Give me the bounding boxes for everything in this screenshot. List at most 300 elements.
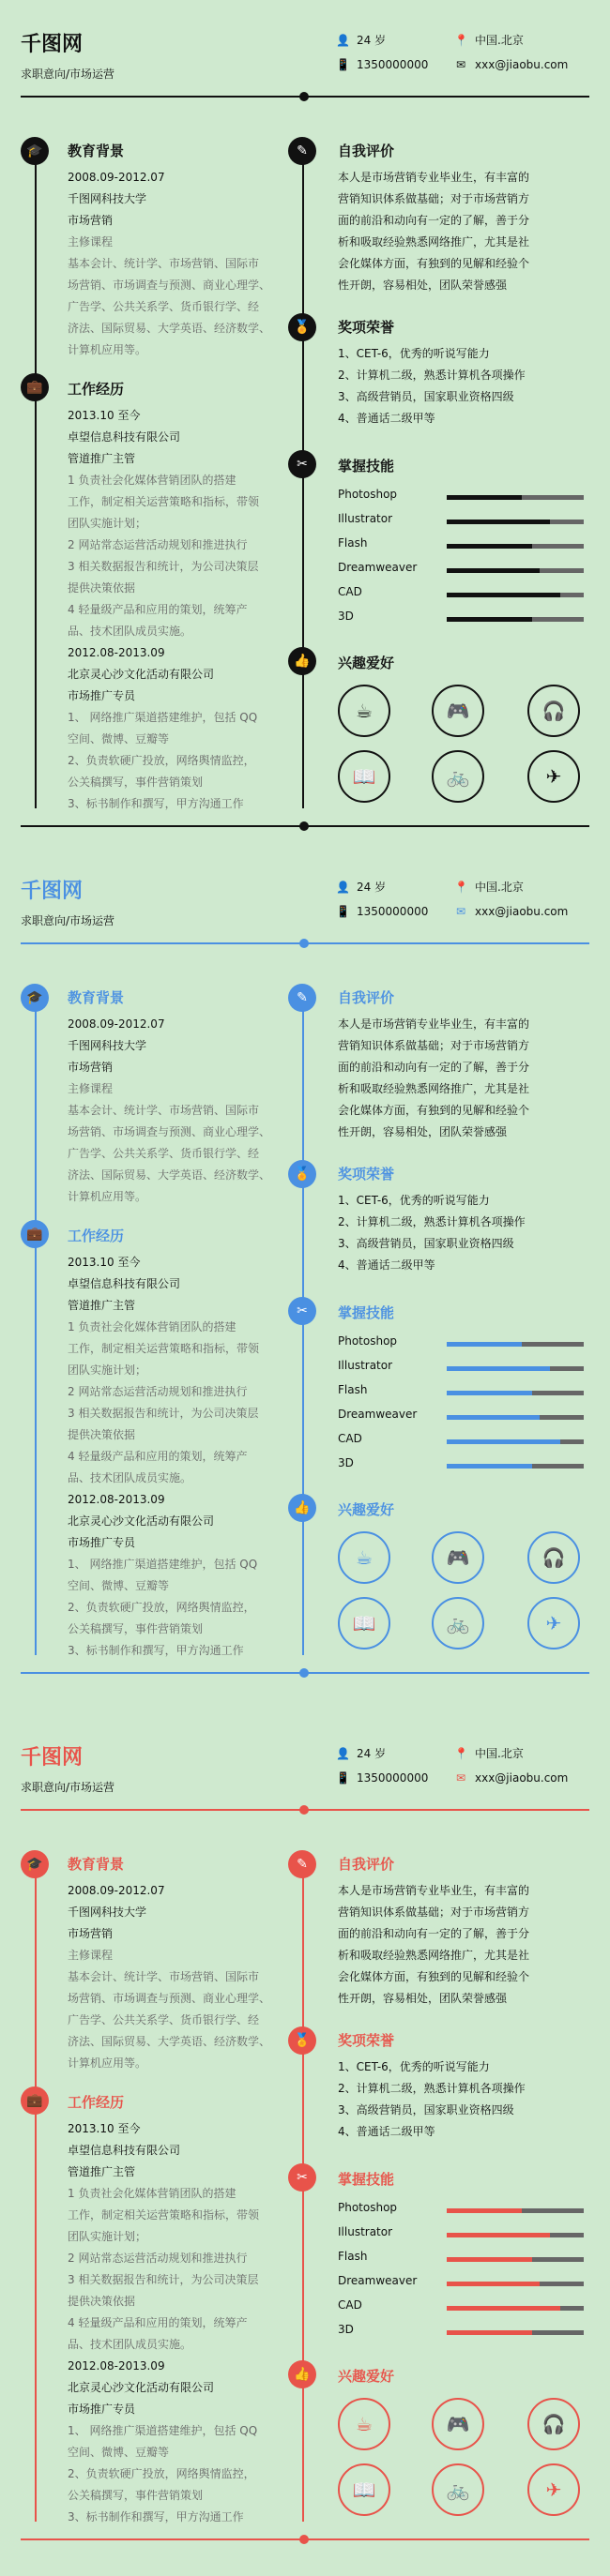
- phone-text: 1350000000: [357, 58, 429, 71]
- airplane-icon: ✈: [527, 750, 580, 803]
- eval-line: 营销知识体系做基础；对于市场营销方: [338, 1039, 530, 1052]
- edu-courses-line: 计算机应用等。: [68, 343, 147, 356]
- job1-line: 品、技术团队成员实施。: [68, 1471, 192, 1484]
- medal-icon: 🏅: [288, 2026, 316, 2055]
- job1-line: 2 网站常态运营活动规划和推进执行: [68, 1385, 248, 1398]
- gamepad-icon: 🎮: [432, 685, 484, 737]
- edu-courses-line: 场营销、市场调查与预测、商业心理学、: [68, 279, 271, 292]
- job1-line: 3 相关数据报告和统计，为公司决策层: [68, 2273, 259, 2286]
- evaluation-body: [338, 1014, 529, 1143]
- job1-line: 团队实施计划；: [68, 2230, 147, 2243]
- job2-line: 1、 网络推广渠道搭建维护，包括 QQ: [68, 711, 258, 724]
- award-line: 1、CET-6，优秀的听说写能力: [338, 347, 490, 360]
- evaluation-body: [338, 167, 529, 296]
- work-title: 工作经历: [68, 1228, 125, 1244]
- location-info: [454, 1745, 524, 1761]
- awards-title: 奖项荣誉: [338, 319, 395, 336]
- skills-title: 掌握技能: [338, 2171, 395, 2188]
- thumbs-up-icon: 👍: [288, 647, 316, 675]
- location-text: 中国.北京: [475, 881, 524, 894]
- skill-bar-fill: [447, 520, 550, 524]
- skill-label: Flash: [338, 1383, 368, 1396]
- award-line: 2、计算机二级，熟悉计算机各项操作: [338, 369, 526, 382]
- edu-school: 千图网科技大学: [68, 1906, 147, 1919]
- job1-company: 卓望信息科技有限公司: [68, 1277, 181, 1290]
- job1-line: 1 负责社会化媒体营销团队的搭建: [68, 474, 236, 487]
- award-line: 1、CET-6，优秀的听说写能力: [338, 1194, 490, 1207]
- divider-dot: [299, 1668, 309, 1678]
- skill-bar-fill: [447, 568, 540, 573]
- email-info: [454, 58, 568, 71]
- job1-line: 3 相关数据报告和统计，为公司决策层: [68, 1407, 259, 1420]
- coffee-icon: ☕: [338, 2398, 390, 2450]
- divider-dot: [299, 2535, 309, 2544]
- email-info: [454, 905, 568, 918]
- awards-body: [338, 343, 526, 429]
- job2-company: 北京灵心沙文化活动有限公司: [68, 1514, 215, 1528]
- job1-line: 2 网站常态运营活动规划和推进执行: [68, 2252, 248, 2265]
- skill-label: 3D: [338, 1456, 354, 1469]
- job1-line: 4 轻量级产品和应用的策划，统筹产: [68, 603, 248, 616]
- job2-period: 2012.08-2013.09: [68, 2359, 165, 2373]
- graduation-cap-icon: 🎓: [21, 137, 49, 165]
- thumbs-up-icon: 👍: [288, 2360, 316, 2388]
- job2-line: 2、负责软硬广投放，网络舆情监控，: [68, 1601, 255, 1614]
- skill-bar-track: [447, 2257, 584, 2262]
- resume-name: 千图网: [21, 33, 84, 56]
- briefcase-icon: 💼: [21, 2086, 49, 2115]
- footer-divider: [21, 2538, 589, 2540]
- job1-line: 团队实施计划；: [68, 1363, 147, 1377]
- tools-icon: ✂: [288, 450, 316, 478]
- medal-icon: 🏅: [288, 1160, 316, 1188]
- skill-label: Dreamweaver: [338, 561, 418, 574]
- briefcase-icon: 💼: [21, 373, 49, 401]
- coffee-icon: ☕: [338, 685, 390, 737]
- edu-course-title: 主修课程: [68, 1949, 114, 1962]
- edu-major: 市场营销: [68, 214, 114, 227]
- eval-line: 性开朗，容易相处，团队荣誉感强: [338, 279, 508, 292]
- phone-text: 1350000000: [357, 1771, 429, 1785]
- eval-line: 面的前沿和动向有一定的了解，善于分: [338, 1927, 530, 1940]
- age-text: 24 岁: [357, 1747, 387, 1760]
- location-pin-icon: 📍: [454, 880, 468, 894]
- skill-bar-fill: [447, 2257, 532, 2262]
- location-text: 中国.北京: [475, 1747, 524, 1760]
- job2-line: 3、标书制作和撰写，甲方沟通工作: [68, 797, 244, 810]
- skill-row: [338, 510, 584, 535]
- age-text: 24 岁: [357, 881, 387, 894]
- job-intent: 求职意向/市场运营: [21, 1781, 115, 1794]
- skill-label: CAD: [338, 585, 362, 598]
- hobbies-title: 兴趣爱好: [338, 1501, 395, 1518]
- skill-label: Illustrator: [338, 2225, 393, 2238]
- skill-label: CAD: [338, 1432, 362, 1445]
- job1-line: 团队实施计划；: [68, 517, 147, 530]
- header-divider: [21, 942, 589, 944]
- skill-bar-track: [447, 617, 584, 622]
- location-text: 中国.北京: [475, 34, 524, 47]
- job1-line: 2 网站常态运营活动规划和推进执行: [68, 538, 248, 551]
- job1-title: 管道推广主管: [68, 1299, 136, 1312]
- job1-line: 提供决策依据: [68, 581, 136, 595]
- location-pin-icon: 📍: [454, 1746, 468, 1760]
- job1-line: 4 轻量级产品和应用的策划，统筹产: [68, 1450, 248, 1463]
- divider-dot: [299, 821, 309, 831]
- edu-period: 2008.09-2012.07: [68, 171, 165, 184]
- skill-bar-track: [447, 1366, 584, 1371]
- skill-bar-track: [447, 1415, 584, 1420]
- skill-row: [338, 1406, 584, 1430]
- skill-bar-track: [447, 2282, 584, 2286]
- eval-line: 析和吸取经验熟悉网络推广，尤其是社: [338, 1082, 530, 1095]
- award-line: 4、普通话二级甲等: [338, 1258, 435, 1272]
- skill-bar-fill: [447, 2306, 560, 2311]
- awards-body: [338, 2056, 526, 2143]
- skills-title: 掌握技能: [338, 458, 395, 475]
- skill-bar-track: [447, 2330, 584, 2335]
- edit-pen-icon: ✎: [288, 984, 316, 1012]
- edu-courses-line: 基本会计、统计学、市场营销、国际市: [68, 1970, 260, 1983]
- job1-line: 提供决策依据: [68, 1428, 136, 1441]
- skill-row: [338, 1430, 584, 1454]
- graduation-cap-icon: 🎓: [21, 1850, 49, 1878]
- job1-title: 管道推广主管: [68, 2165, 136, 2178]
- job2-line: 公关稿撰写，事件营销策划: [68, 1622, 204, 1635]
- job1-title: 管道推广主管: [68, 452, 136, 465]
- job1-company: 卓望信息科技有限公司: [68, 2144, 181, 2157]
- job-intent: 求职意向/市场运营: [21, 68, 115, 81]
- skill-label: Dreamweaver: [338, 2274, 418, 2287]
- skill-row: [338, 2223, 584, 2248]
- divider-dot: [299, 939, 309, 948]
- skill-bar-fill: [447, 2233, 550, 2237]
- job2-period: 2012.08-2013.09: [68, 1493, 165, 1506]
- medal-icon: 🏅: [288, 313, 316, 341]
- headphones-icon: 🎧: [527, 2398, 580, 2450]
- coffee-icon: ☕: [338, 1531, 390, 1584]
- skill-bar-track: [447, 1391, 584, 1395]
- skill-row: [338, 1454, 584, 1479]
- eval-line: 性开朗，容易相处，团队荣誉感强: [338, 1125, 508, 1138]
- book-icon: 📖: [338, 750, 390, 803]
- edu-school: 千图网科技大学: [68, 1039, 147, 1052]
- hobbies-title: 兴趣爱好: [338, 2368, 395, 2385]
- skill-bar-fill: [447, 1391, 532, 1395]
- edu-courses-line: 济法、国际贸易、大学英语、经济数学、: [68, 2035, 271, 2048]
- airplane-icon: ✈: [527, 1597, 580, 1650]
- skill-bar-fill: [447, 1439, 560, 1444]
- phone-info: [336, 1771, 428, 1785]
- job-intent: 求职意向/市场运营: [21, 914, 115, 927]
- skill-row: [338, 2248, 584, 2272]
- resume-page-blue: [0, 847, 610, 1710]
- job1-line: 4 轻量级产品和应用的策划，统筹产: [68, 2316, 248, 2329]
- tools-icon: ✂: [288, 2163, 316, 2192]
- job2-line: 空间、微博、豆瓣等: [68, 1579, 170, 1592]
- age-info: [336, 1745, 386, 1761]
- skill-label: Photoshop: [338, 488, 398, 501]
- skill-row: [338, 2321, 584, 2345]
- skill-row: [338, 2199, 584, 2223]
- age-info: [336, 32, 386, 48]
- phone-icon: 📱: [336, 905, 350, 918]
- eval-line: 会化媒体方面，有独到的见解和经验个: [338, 1104, 530, 1117]
- award-line: 3、高级营销员，国家职业资格四级: [338, 1237, 514, 1250]
- skill-bar-track: [447, 1439, 584, 1444]
- award-line: 4、普通话二级甲等: [338, 2125, 435, 2138]
- skill-bar-track: [447, 495, 584, 500]
- edu-courses-line: 计算机应用等。: [68, 2056, 147, 2070]
- graduation-cap-icon: 🎓: [21, 984, 49, 1012]
- resume-name: 千图网: [21, 880, 84, 903]
- eval-line: 析和吸取经验熟悉网络推广，尤其是社: [338, 1949, 530, 1962]
- skill-row: [338, 2297, 584, 2321]
- skill-label: Flash: [338, 2250, 368, 2263]
- phone-icon: 📱: [336, 1771, 350, 1785]
- mail-icon: ✉: [455, 1771, 466, 1785]
- skill-bar-fill: [447, 1342, 522, 1347]
- person-icon: 👤: [336, 33, 350, 47]
- eval-line: 析和吸取经验熟悉网络推广，尤其是社: [338, 235, 530, 249]
- skill-bar-fill: [447, 617, 532, 622]
- phone-info: [336, 905, 428, 918]
- job1-line: 工作，制定相关运营策略和指标，带领: [68, 495, 260, 508]
- skill-bar-track: [447, 2208, 584, 2213]
- evaluation-body: [338, 1880, 529, 2010]
- email-text: xxx@jiaobu.com: [475, 1771, 569, 1785]
- job1-line: 1 负责社会化媒体营销团队的搭建: [68, 2187, 236, 2200]
- skill-label: Photoshop: [338, 2201, 398, 2214]
- job2-line: 公关稿撰写，事件营销策划: [68, 776, 204, 789]
- education-body: [68, 1880, 270, 2074]
- edu-courses-line: 广告学、公共关系学、货币银行学、经: [68, 2013, 260, 2026]
- footer-divider: [21, 1672, 589, 1674]
- hobbies-title: 兴趣爱好: [338, 655, 395, 671]
- evaluation-title: 自我评价: [338, 1856, 395, 1873]
- resume-page-red: [0, 1713, 610, 2576]
- skill-bar-fill: [447, 495, 522, 500]
- headphones-icon: 🎧: [527, 685, 580, 737]
- skill-row: [338, 1357, 584, 1381]
- job2-line: 2、负责软硬广投放，网络舆情监控，: [68, 754, 255, 767]
- left-timeline: [35, 143, 37, 808]
- location-info: [454, 32, 524, 48]
- edit-pen-icon: ✎: [288, 137, 316, 165]
- edu-courses-line: 广告学、公共关系学、货币银行学、经: [68, 300, 260, 313]
- job1-period: 2013.10 至今: [68, 409, 141, 422]
- cycling-icon: 🚲: [432, 750, 484, 803]
- award-line: 3、高级营销员，国家职业资格四级: [338, 2103, 514, 2117]
- job2-title: 市场推广专员: [68, 2403, 136, 2416]
- job1-line: 3 相关数据报告和统计，为公司决策层: [68, 560, 259, 573]
- eval-line: 本人是市场营销专业毕业生，有丰富的: [338, 1884, 530, 1897]
- education-title: 教育背景: [68, 989, 125, 1006]
- eval-line: 面的前沿和动向有一定的了解，善于分: [338, 1061, 530, 1074]
- tools-icon: ✂: [288, 1297, 316, 1325]
- job2-line: 1、 网络推广渠道搭建维护，包括 QQ: [68, 2424, 258, 2437]
- skill-row: [338, 1381, 584, 1406]
- awards-body: [338, 1190, 526, 1276]
- job1-line: 品、技术团队成员实施。: [68, 2338, 192, 2351]
- job2-line: 2、负责软硬广投放，网络舆情监控，: [68, 2467, 255, 2480]
- education-title: 教育背景: [68, 1856, 125, 1873]
- edu-courses-line: 济法、国际贸易、大学英语、经济数学、: [68, 1168, 271, 1182]
- email-text: xxx@jiaobu.com: [475, 58, 569, 71]
- skill-bar-track: [447, 1342, 584, 1347]
- left-timeline: [35, 1856, 37, 2522]
- job2-line: 3、标书制作和撰写，甲方沟通工作: [68, 2510, 244, 2523]
- job2-title: 市场推广专员: [68, 689, 136, 702]
- award-line: 1、CET-6，优秀的听说写能力: [338, 2060, 490, 2073]
- eval-line: 本人是市场营销专业毕业生，有丰富的: [338, 171, 530, 184]
- job1-line: 品、技术团队成员实施。: [68, 625, 192, 638]
- job2-line: 3、标书制作和撰写，甲方沟通工作: [68, 1644, 244, 1657]
- eval-line: 本人是市场营销专业毕业生，有丰富的: [338, 1017, 530, 1031]
- education-title: 教育背景: [68, 143, 125, 159]
- header-divider: [21, 1809, 589, 1811]
- skill-bar-fill: [447, 593, 560, 597]
- skill-bar-fill: [447, 1464, 532, 1469]
- evaluation-title: 自我评价: [338, 143, 395, 159]
- skill-label: 3D: [338, 2323, 354, 2336]
- edu-period: 2008.09-2012.07: [68, 1017, 165, 1031]
- skill-bar-track: [447, 593, 584, 597]
- divider-dot: [299, 1805, 309, 1815]
- award-line: 3、高级营销员，国家职业资格四级: [338, 390, 514, 403]
- skill-label: 3D: [338, 610, 354, 623]
- thumbs-up-icon: 👍: [288, 1494, 316, 1522]
- skills-title: 掌握技能: [338, 1304, 395, 1321]
- skill-label: Dreamweaver: [338, 1408, 418, 1421]
- eval-line: 营销知识体系做基础；对于市场营销方: [338, 1906, 530, 1919]
- location-pin-icon: 📍: [454, 33, 468, 47]
- skill-label: CAD: [338, 2298, 362, 2312]
- job1-period: 2013.10 至今: [68, 1256, 141, 1269]
- skill-label: Photoshop: [338, 1334, 398, 1348]
- person-icon: 👤: [336, 880, 350, 894]
- book-icon: 📖: [338, 1597, 390, 1650]
- edu-courses-line: 基本会计、统计学、市场营销、国际市: [68, 1104, 260, 1117]
- work-body: [68, 1252, 259, 1662]
- job2-line: 空间、微博、豆瓣等: [68, 732, 170, 746]
- eval-line: 营销知识体系做基础；对于市场营销方: [338, 192, 530, 205]
- skill-row: [338, 535, 584, 559]
- cycling-icon: 🚲: [432, 2463, 484, 2516]
- skill-bar-fill: [447, 1415, 540, 1420]
- eval-line: 会化媒体方面，有独到的见解和经验个: [338, 257, 530, 270]
- skill-row: [338, 1333, 584, 1357]
- footer-divider: [21, 825, 589, 827]
- skill-bar-track: [447, 1464, 584, 1469]
- email-info: [454, 1771, 568, 1785]
- work-title: 工作经历: [68, 2094, 125, 2111]
- edu-major: 市场营销: [68, 1927, 114, 1940]
- skill-label: Flash: [338, 536, 368, 550]
- job2-line: 1、 网络推广渠道搭建维护，包括 QQ: [68, 1558, 258, 1571]
- edu-course-title: 主修课程: [68, 1082, 114, 1095]
- location-info: [454, 879, 524, 895]
- skill-bar-fill: [447, 544, 532, 549]
- phone-icon: 📱: [336, 58, 350, 71]
- job2-period: 2012.08-2013.09: [68, 646, 165, 659]
- work-body: [68, 405, 259, 815]
- age-text: 24 岁: [357, 34, 387, 47]
- job2-line: 公关稿撰写，事件营销策划: [68, 2489, 204, 2502]
- header-divider: [21, 96, 589, 98]
- person-icon: 👤: [336, 1746, 350, 1760]
- skill-bar-track: [447, 520, 584, 524]
- edu-courses-line: 济法、国际贸易、大学英语、经济数学、: [68, 322, 271, 335]
- phone-info: [336, 58, 428, 71]
- skill-bar-fill: [447, 2330, 532, 2335]
- briefcase-icon: 💼: [21, 1220, 49, 1248]
- edu-period: 2008.09-2012.07: [68, 1884, 165, 1897]
- job1-line: 工作，制定相关运营策略和指标，带领: [68, 2208, 260, 2222]
- edu-course-title: 主修课程: [68, 235, 114, 249]
- eval-line: 会化媒体方面，有独到的见解和经验个: [338, 1970, 530, 1983]
- job1-line: 工作，制定相关运营策略和指标，带领: [68, 1342, 260, 1355]
- job2-company: 北京灵心沙文化活动有限公司: [68, 2381, 215, 2394]
- mail-icon: ✉: [455, 58, 466, 71]
- work-body: [68, 2118, 259, 2528]
- award-line: 4、普通话二级甲等: [338, 412, 435, 425]
- skill-row: [338, 2272, 584, 2297]
- edu-courses-line: 场营销、市场调查与预测、商业心理学、: [68, 1125, 271, 1138]
- skill-bar-fill: [447, 2208, 522, 2213]
- skill-bar-track: [447, 568, 584, 573]
- headphones-icon: 🎧: [527, 1531, 580, 1584]
- skill-label: Illustrator: [338, 512, 393, 525]
- phone-text: 1350000000: [357, 905, 429, 918]
- award-line: 2、计算机二级，熟悉计算机各项操作: [338, 2082, 526, 2095]
- job1-line: 提供决策依据: [68, 2295, 136, 2308]
- resume-name: 千图网: [21, 1746, 84, 1770]
- job2-company: 北京灵心沙文化活动有限公司: [68, 668, 215, 681]
- skill-bar-track: [447, 2233, 584, 2237]
- awards-title: 奖项荣誉: [338, 2032, 395, 2049]
- divider-dot: [299, 92, 309, 101]
- skill-row: [338, 559, 584, 583]
- edu-courses-line: 广告学、公共关系学、货币银行学、经: [68, 1147, 260, 1160]
- age-info: [336, 879, 386, 895]
- gamepad-icon: 🎮: [432, 2398, 484, 2450]
- job2-line: 空间、微博、豆瓣等: [68, 2446, 170, 2459]
- job1-period: 2013.10 至今: [68, 2122, 141, 2135]
- edu-courses-line: 基本会计、统计学、市场营销、国际市: [68, 257, 260, 270]
- left-timeline: [35, 989, 37, 1655]
- job1-company: 卓望信息科技有限公司: [68, 430, 181, 444]
- email-text: xxx@jiaobu.com: [475, 905, 569, 918]
- skill-bar-fill: [447, 1366, 550, 1371]
- cycling-icon: 🚲: [432, 1597, 484, 1650]
- eval-line: 面的前沿和动向有一定的了解，善于分: [338, 214, 530, 227]
- eval-line: 性开朗，容易相处，团队荣誉感强: [338, 1992, 508, 2005]
- education-body: [68, 1014, 270, 1208]
- skill-label: Illustrator: [338, 1359, 393, 1372]
- education-body: [68, 167, 270, 361]
- edu-major: 市场营销: [68, 1061, 114, 1074]
- airplane-icon: ✈: [527, 2463, 580, 2516]
- job1-line: 1 负责社会化媒体营销团队的搭建: [68, 1320, 236, 1333]
- edu-school: 千图网科技大学: [68, 192, 147, 205]
- evaluation-title: 自我评价: [338, 989, 395, 1006]
- skill-bar-fill: [447, 2282, 540, 2286]
- edu-courses-line: 场营销、市场调查与预测、商业心理学、: [68, 1992, 271, 2005]
- skill-row: [338, 486, 584, 510]
- job2-title: 市场推广专员: [68, 1536, 136, 1549]
- skill-bar-track: [447, 2306, 584, 2311]
